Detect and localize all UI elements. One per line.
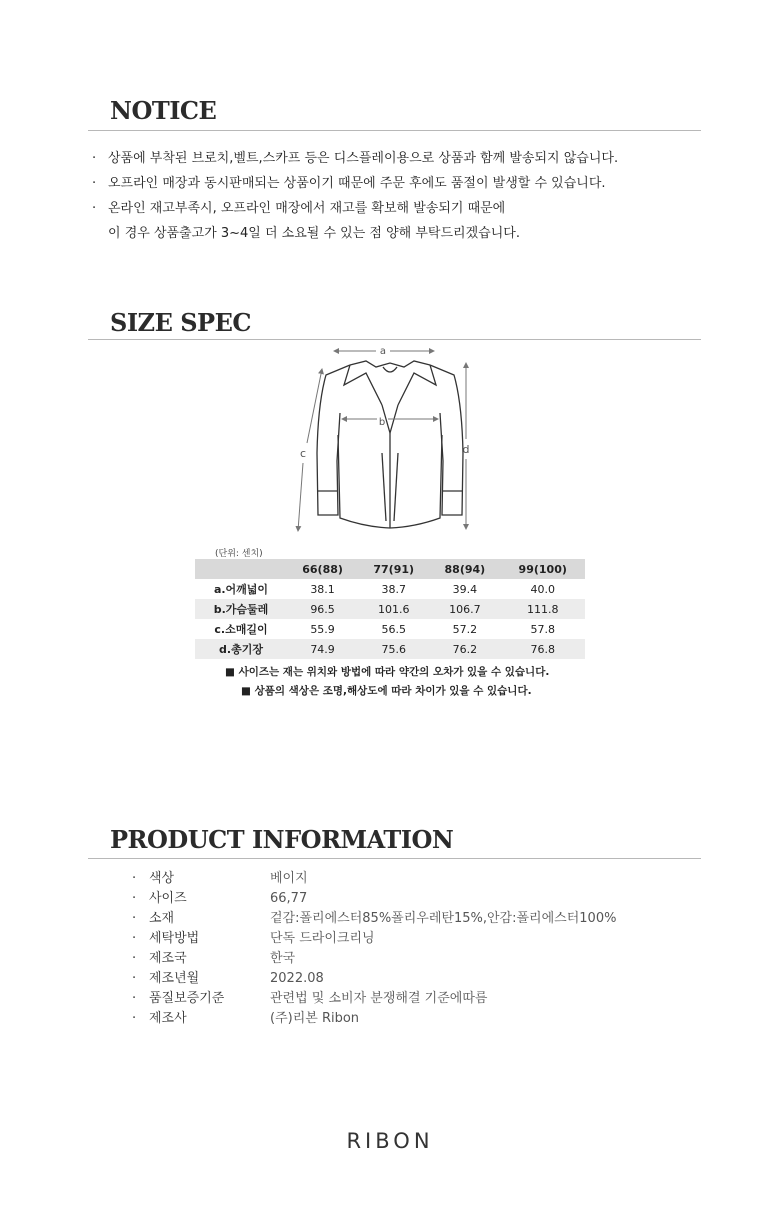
- info-bullet: ·: [132, 991, 137, 1006]
- table-cell: 74.9: [287, 639, 358, 659]
- notice-title: NOTICE: [110, 96, 217, 125]
- table-cell: 39.4: [452, 582, 478, 596]
- info-value: 겉감:폴리에스터85%폴리우레탄15%,안감:폴리에스터100%: [270, 911, 617, 926]
- info-label: 세탁방법: [149, 931, 200, 946]
- table-cell: 56.5: [381, 622, 406, 636]
- info-value: 66,77: [270, 891, 308, 906]
- info-bullet: ·: [132, 911, 137, 926]
- info-value: 관련법 및 소비자 분쟁해결 기준에따름: [270, 991, 488, 1006]
- size-spec-divider: [88, 339, 701, 340]
- size-note: ■ 사이즈는 재는 위치와 방법에 따라 약간의 오차가 있을 수 있습니다.: [225, 666, 550, 678]
- info-bullet: ·: [132, 891, 137, 906]
- info-label: 제조년월: [149, 971, 200, 986]
- info-value: 2022.08: [270, 971, 324, 986]
- table-cell: 111.8: [500, 599, 585, 619]
- notice-bullet: ·: [92, 176, 97, 191]
- notice-text-continuation: 이 경우 상품출고가 3~4일 더 소요될 수 있는 점 양해 부탁드리겠습니다.: [108, 226, 520, 241]
- measure-b: [342, 417, 438, 428]
- notice-item: [92, 171, 618, 196]
- row-label: a.어깨넓이: [213, 583, 269, 596]
- info-bullet: ·: [132, 1011, 137, 1026]
- color-note: ■ 상품의 색상은 조명,해상도에 따라 차이가 있을 수 있습니다.: [241, 685, 532, 697]
- notice-item: [92, 146, 618, 171]
- product-info-title: PRODUCT INFORMATION: [110, 825, 454, 854]
- info-label: 사이즈: [149, 891, 187, 906]
- table-row: [195, 579, 585, 599]
- table-cell: 38.1: [310, 582, 335, 596]
- table-row: [195, 599, 585, 619]
- table-cell: 38.7: [381, 582, 406, 596]
- notice-bullet: ·: [92, 201, 97, 216]
- column-header: 66(88): [287, 559, 358, 579]
- size-spec-title: SIZE SPEC: [110, 308, 251, 337]
- info-label: 색상: [149, 871, 175, 886]
- row-label: b.가슴둘레: [195, 599, 287, 619]
- info-label: 소재: [149, 911, 175, 926]
- measure-d-label: d: [462, 443, 470, 456]
- row-label: c.소매길이: [214, 623, 268, 636]
- product-info-divider: [88, 858, 701, 859]
- info-bullet: ·: [132, 871, 137, 886]
- table-cell: 76.8: [500, 639, 585, 659]
- table-cell: 55.9: [310, 622, 335, 636]
- notice-item: [92, 196, 618, 246]
- column-header: 77(91): [358, 559, 429, 579]
- table-cell: 57.8: [530, 622, 555, 636]
- info-bullet: ·: [132, 971, 137, 986]
- brand-logo: RIBON: [346, 1129, 434, 1153]
- table-cell: 106.7: [429, 599, 500, 619]
- table-row: [195, 619, 585, 639]
- notice-bullet: ·: [92, 151, 97, 166]
- notice-text: 온라인 재고부족시, 오프라인 매장에서 재고를 확보해 발송되기 때문에: [108, 201, 506, 216]
- table-cell: 101.6: [358, 599, 429, 619]
- info-bullet: ·: [132, 931, 137, 946]
- notice-divider: [88, 130, 701, 131]
- garment-diagram: [290, 343, 490, 543]
- corner-cell: [195, 559, 287, 579]
- info-value: 베이지: [270, 871, 308, 886]
- size-table-header: [195, 559, 585, 579]
- column-header: 99(100): [500, 559, 585, 579]
- info-value: (주)리본 Ribon: [270, 1011, 360, 1026]
- measure-b-label: b: [378, 417, 386, 428]
- info-label: 제조사: [149, 1011, 187, 1026]
- notice-text: 오프라인 매장과 동시판매되는 상품이기 때문에 주문 후에도 품절이 발생할 수 있습니다.: [108, 176, 606, 191]
- notice-list: [92, 146, 618, 246]
- row-label: d.총기장: [195, 639, 287, 659]
- table-cell: 75.6: [358, 639, 429, 659]
- info-bullet: ·: [132, 951, 137, 966]
- size-table: [195, 559, 585, 659]
- table-cell: 96.5: [287, 599, 358, 619]
- column-header: 88(94): [429, 559, 500, 579]
- measure-c-label: c: [299, 447, 307, 460]
- measure-d: [463, 363, 470, 529]
- notice-text: 상품에 부착된 브로치,벨트,스카프 등은 디스플레이용으로 상품과 함께 발송되지 않습니다.: [108, 151, 619, 166]
- table-cell: 76.2: [429, 639, 500, 659]
- info-label: 품질보증기준: [149, 991, 225, 1006]
- table-cell: 40.0: [530, 582, 555, 596]
- shirt-outline: [317, 361, 463, 528]
- table-cell: 57.2: [452, 622, 478, 636]
- measure-a-label: a: [379, 346, 387, 357]
- info-value: 한국: [270, 951, 296, 966]
- info-value: 단독 드라이크리닝: [270, 931, 375, 946]
- info-label: 제조국: [149, 951, 187, 966]
- unit-label: (단위: 센치): [215, 549, 263, 559]
- measure-a: [334, 346, 434, 357]
- table-row: [195, 639, 585, 659]
